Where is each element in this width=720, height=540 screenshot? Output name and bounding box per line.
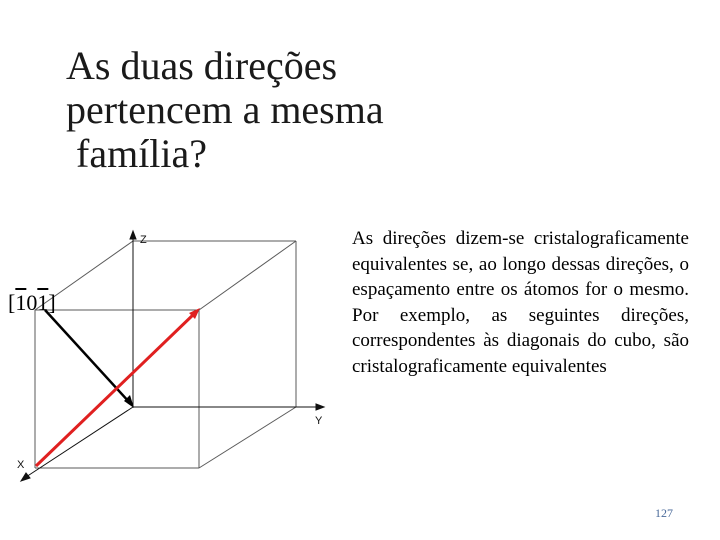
cube-edge — [199, 407, 296, 468]
axes — [21, 231, 324, 481]
title-line-1: As duas direções — [66, 43, 338, 88]
red-direction-vector — [36, 313, 195, 466]
y-axis-label: Y — [315, 415, 323, 427]
direction-digit-1-second-barred: 1 — [37, 290, 49, 315]
direction-close-bracket: ] — [48, 290, 56, 315]
direction-index-label — [8, 290, 56, 316]
body-paragraph: As direções dizem-se cristalograficamente equivalentes se, ao longo dessas direções, o espaçamento entre os átomos for o mesmo. Por exemplo, as seguintes direções, correspondentes às diagonais do cubo, são cristalograficamente equivalentes — [352, 228, 689, 377]
x-axis-arrowhead — [21, 473, 30, 481]
direction-digit-0: 0 — [26, 290, 38, 315]
cube-edges — [35, 241, 296, 468]
slide-title — [66, 44, 486, 176]
z-axis-arrowhead — [130, 231, 136, 239]
direction-digit-1-barred: 1 — [15, 290, 27, 315]
title-line-2: pertencem a mesma — [66, 87, 384, 132]
title-line-3: família? — [66, 131, 208, 176]
cube-diagram — [0, 225, 340, 495]
x-axis-label: X — [17, 459, 25, 471]
direction-open-bracket: [ — [8, 290, 16, 315]
cube-edge — [199, 241, 296, 310]
y-axis-arrowhead — [316, 404, 324, 410]
x-axis — [26, 407, 133, 477]
page-number: 127 — [655, 506, 673, 520]
z-axis-label: Z — [140, 234, 147, 246]
